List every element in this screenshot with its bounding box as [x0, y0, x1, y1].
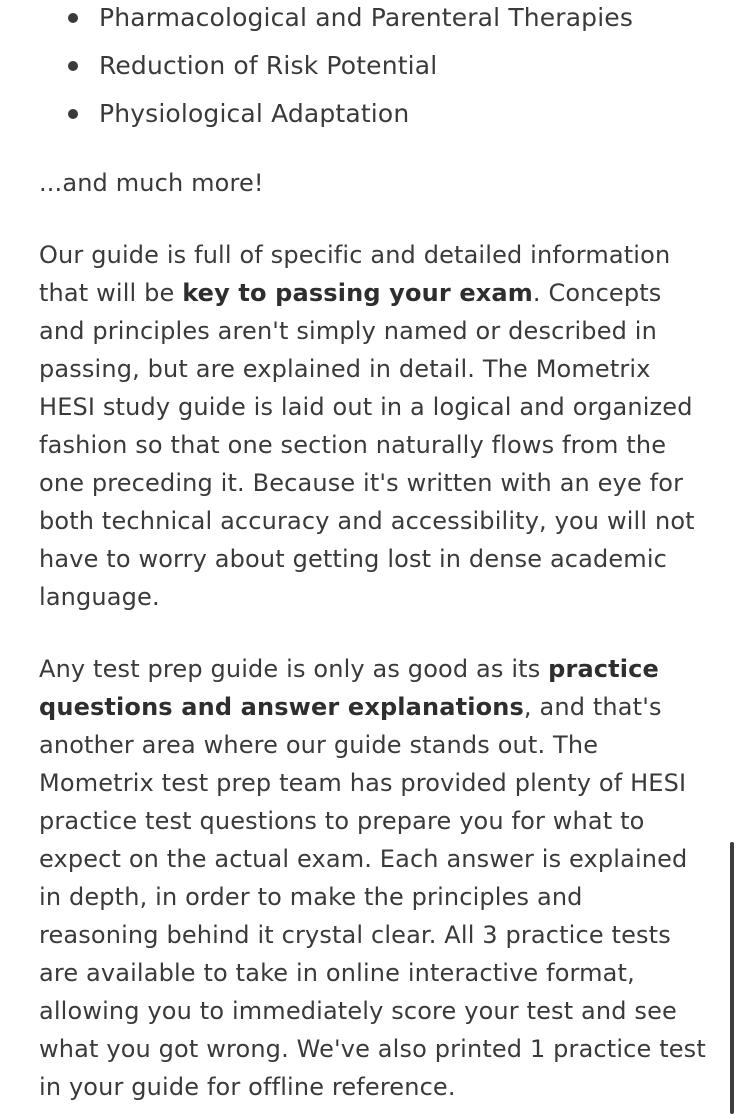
more-text: ...and much more!: [39, 169, 264, 197]
paragraph-guide-details: [39, 236, 709, 616]
list-item-label: Pharmacological and Parenteral Therapies: [99, 3, 634, 32]
bullet-dot-icon: [68, 13, 78, 23]
paragraph-practice-questions: [39, 650, 709, 1106]
list-item: [39, 0, 709, 46]
paragraph-text: . Concepts and principles aren't simply named or described in passing, but are explained in detail. The Mometrix HESI study guide is laid out in a logical and organized fashion so that one section naturally flows from the one preceding it. Because it's written with an eye for both technical accuracy and accessibility, you will not have to worry about getting lost in dense academic language.: [39, 279, 695, 611]
bullet-dot-icon: [68, 61, 78, 71]
article-content: [39, 0, 709, 1106]
list-item: [39, 94, 709, 142]
paragraph-text: Our guide is full of specific and detailed information that will be: [39, 241, 671, 307]
topic-list: [39, 0, 709, 142]
list-item-label: Physiological Adaptation: [99, 99, 410, 128]
bold-emphasis: key to passing your exam: [182, 279, 533, 307]
paragraph-text: Any test prep guide is only as good as its: [39, 655, 549, 683]
list-item: [39, 46, 709, 94]
bullet-dot-icon: [68, 109, 78, 119]
vertical-scrollbar[interactable]: [730, 842, 734, 1114]
paragraph-text: , and that's another area where our guide stands out. The Mometrix test prep team has provided plenty of HESI practice test questions to prepare you for what to expect on the actual exam. Each answer is explained in depth, in order to make the principles and reasoning behind it crystal clear. All 3 practice tests are available to take in online interactive format, allowing you to immediately score your test and see what you got wrong. We've also printed 1 practice test in your guide for offline reference.: [39, 693, 706, 1101]
bold-emphasis: practice questions and answer explanations: [39, 655, 659, 721]
list-item-label: Reduction of Risk Potential: [99, 51, 438, 80]
